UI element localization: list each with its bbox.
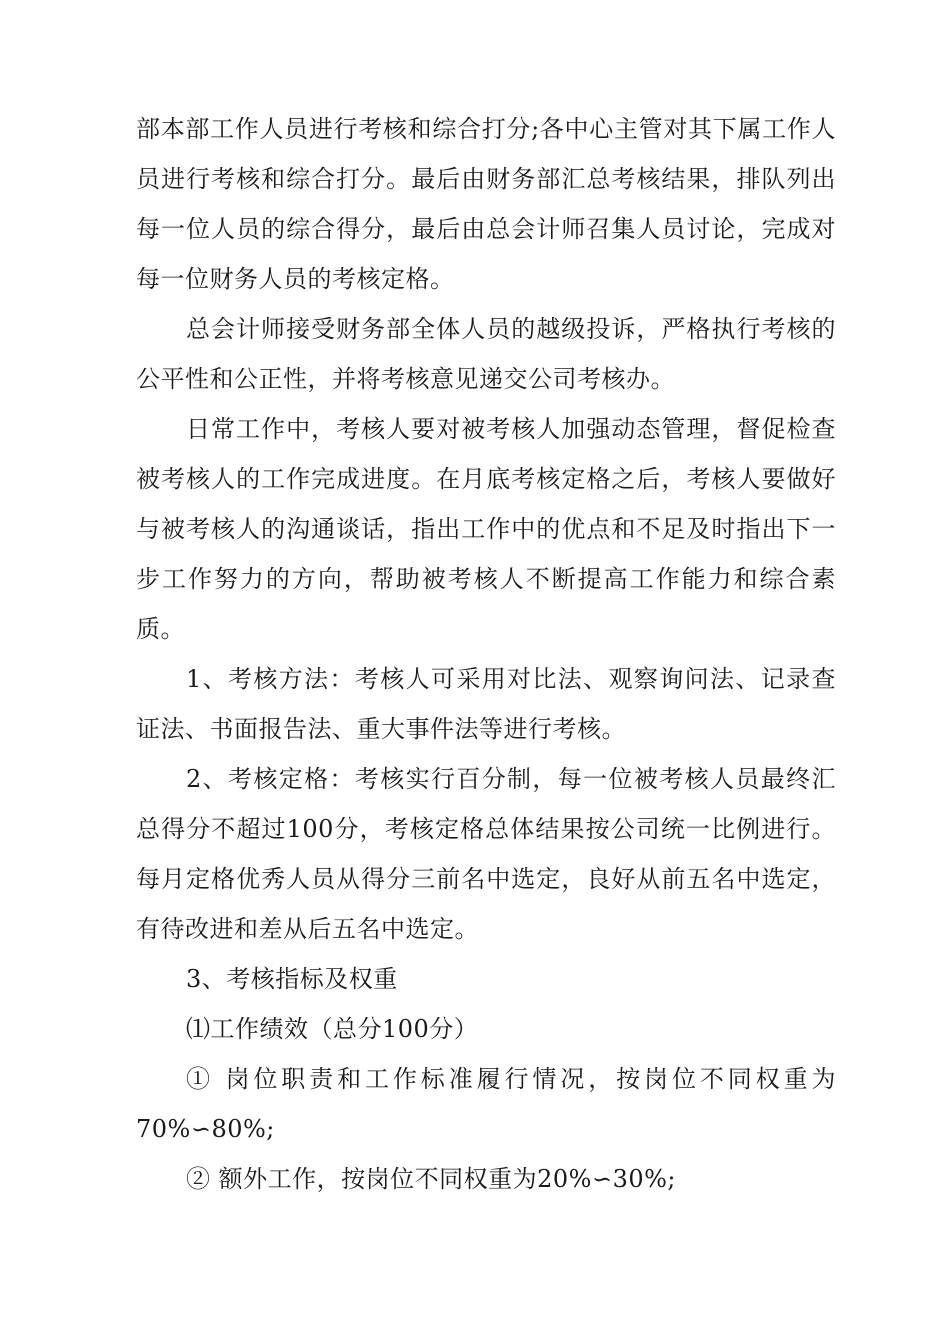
paragraph-work-performance: ⑴工作绩效（总分100分） [186, 1015, 479, 1043]
paragraph-assessment-process: 部本部工作人员进行考核和综合打分;各中心主管对其下属工作人员进行考核和综合打分。最后由财务部汇总考核结果，排队列出每一位人员的综合得分，最后由总会计师召集人员讨论，完成对每一位财务人员的考核定格。 [136, 115, 836, 293]
paragraph-daily-management: 日常工作中，考核人要对被考核人加强动态管理，督促检查被考核人的工作完成进度。在月底考核定格之后，考核人要做好与被考核人的沟通谈话，指出工作中的优点和不足及时指出下一步工作努力的方向，帮助被考核人不断提高工作能力和综合素质。 [136, 415, 836, 643]
paragraph-extra-work-weight: ② 额外工作，按岗位不同权重为20%∽30%; [186, 1165, 677, 1193]
paragraph-complaints: 总会计师接受财务部全体人员的越级投诉，严格执行考核的公平性和公正性，并将考核意见递交公司考核办。 [136, 315, 836, 393]
paragraph-indicators-heading: 3、考核指标及权重 [186, 965, 398, 993]
paragraph-duty-weight: ① 岗位职责和工作标准履行情况，按岗位不同权重为70%∽80%; [136, 1065, 836, 1143]
document-body [136, 104, 836, 1204]
paragraph-assessment-rating: 2、考核定格：考核实行百分制，每一位被考核人员最终汇总得分不超过100分，考核定格总体结果按公司统一比例进行。每月定格优秀人员从得分三前名中选定，良好从前五名中选定，有待改进和差从后五名中选定。 [136, 765, 836, 943]
paragraph-assessment-method: 1、考核方法：考核人可采用对比法、观察询问法、记录查证法、书面报告法、重大事件法等进行考核。 [136, 665, 836, 743]
